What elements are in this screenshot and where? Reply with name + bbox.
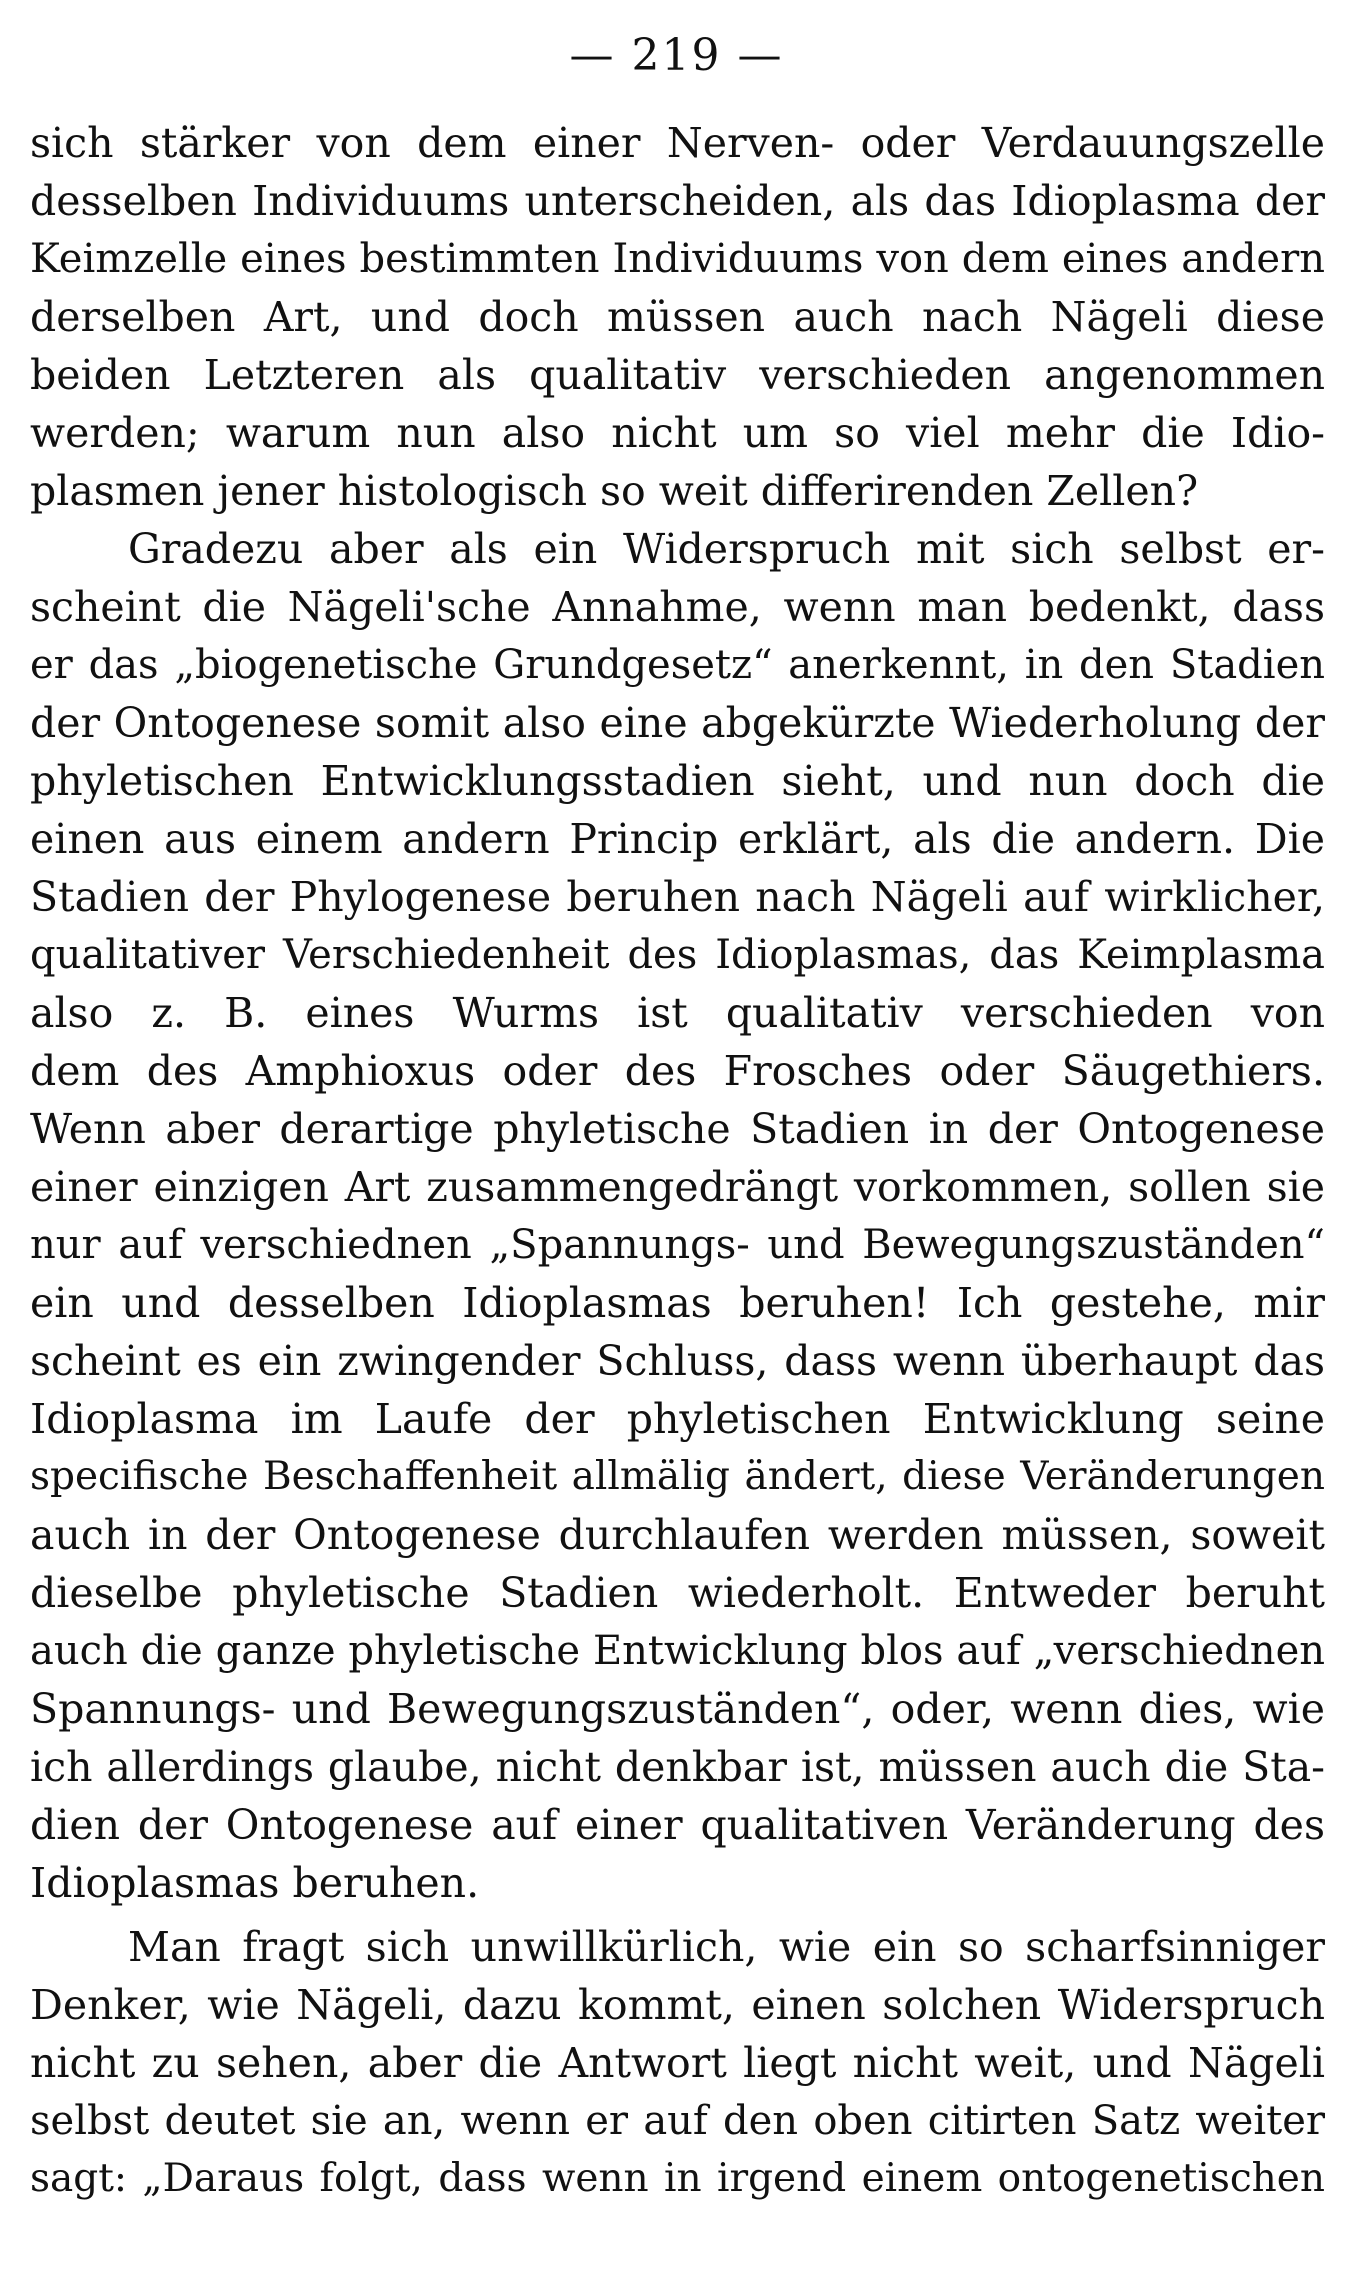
text-line: er das „biogenetische Grundgesetz“ anerkennt, in den Stadien (30, 642, 1325, 688)
text-line: selbst deutet sie an, wenn er auf den oben citirten Satz weiter (30, 2098, 1325, 2144)
text-line: werden; warum nun also nicht um so viel mehr die Idio- (30, 409, 1325, 457)
text-line: einen aus einem andern Princip erklärt, als die andern. Die (30, 815, 1325, 863)
paragraph-1 (30, 114, 1325, 520)
page-number: — 219 — (569, 30, 784, 81)
text-line: specifische Beschaffenheit allmälig ändert, diese Veränderungen (30, 1454, 1325, 1499)
text-line: Keimzelle eines bestimmten Individuums von dem eines andern (30, 236, 1325, 282)
text-line: dien der Ontogenese auf einer qualitativen Veränderung des (30, 1801, 1325, 1849)
paragraph-2 (30, 520, 1325, 1912)
text-line: phyletischen Entwicklungsstadien sieht, und nun doch die (30, 757, 1325, 805)
text-line: auch in der Ontogenese durchlaufen werden müssen, soweit (30, 1511, 1325, 1559)
text-line: Man fragt sich unwillkürlich, wie ein so scharfsinniger (128, 1923, 1325, 1971)
text-line: beiden Letzteren als qualitativ verschieden angenommen (30, 351, 1325, 399)
paragraph-3 (30, 1918, 1325, 2208)
text-line: also z. B. eines Wurms ist qualitativ verschieden von (30, 989, 1325, 1037)
body-text (30, 114, 1325, 2208)
text-line: einer einzigen Art zusammengedrängt vorkommen, sollen sie (30, 1163, 1325, 1211)
text-line: plasmen jener histologisch so weit differirenden Zellen? (30, 467, 1199, 515)
text-line: Spannungs- und Bewegungszuständen“, oder, wenn dies, wie (30, 1685, 1325, 1733)
text-line: nur auf verschiednen „Spannungs- und Bewegungszuständen“ (30, 1222, 1325, 1268)
text-line: Idioplasmas beruhen. (30, 1859, 480, 1907)
text-line: Gradezu aber als ein Widerspruch mit sich selbst er- (128, 525, 1325, 573)
text-line: qualitativer Verschiedenheit des Idioplasmas, das Keimplasma (30, 932, 1325, 978)
text-line: sagt: „Daraus folgt, dass wenn in irgend einem ontogenetischen (30, 2156, 1325, 2201)
text-line: der Ontogenese somit also eine abgekürzte Wiederholung der (30, 699, 1325, 747)
text-line: Stadien der Phylogenese beruhen nach Nägeli auf wirklicher, (30, 873, 1325, 921)
text-line: derselben Art, und doch müssen auch nach Nägeli diese (30, 293, 1325, 341)
text-line: ein und desselben Idioplasmas beruhen! Ich gestehe, mir (30, 1279, 1325, 1327)
text-line: desselben Individuums unterscheiden, als das Idioplasma der (30, 177, 1325, 225)
text-line: auch die ganze phyletische Entwicklung blos auf „verschiednen (30, 1628, 1325, 1674)
text-line: dieselbe phyletische Stadien wiederholt. Entweder beruht (30, 1569, 1325, 1617)
text-line: ich allerdings glaube, nicht denkbar ist, müssen auch die Sta- (30, 1743, 1325, 1791)
text-line: dem des Amphioxus oder des Frosches oder Säugethiers. (30, 1047, 1325, 1095)
text-line: scheint es ein zwingender Schluss, dass wenn überhaupt das (30, 1337, 1325, 1385)
text-line: nicht zu sehen, aber die Antwort liegt nicht weit, und Nägeli (30, 2039, 1325, 2087)
text-line: scheint die Nägeli'sche Annahme, wenn man bedenkt, dass (30, 583, 1325, 631)
text-line: Denker, wie Nägeli, dazu kommt, einen solchen Widerspruch (30, 1981, 1325, 2029)
text-line: Wenn aber derartige phyletische Stadien in der Ontogenese (30, 1105, 1325, 1153)
text-line: sich stärker von dem einer Nerven- oder Verdauungszelle (30, 119, 1325, 167)
text-line: Idioplasma im Laufe der phyletischen Entwicklung seine (30, 1395, 1325, 1443)
